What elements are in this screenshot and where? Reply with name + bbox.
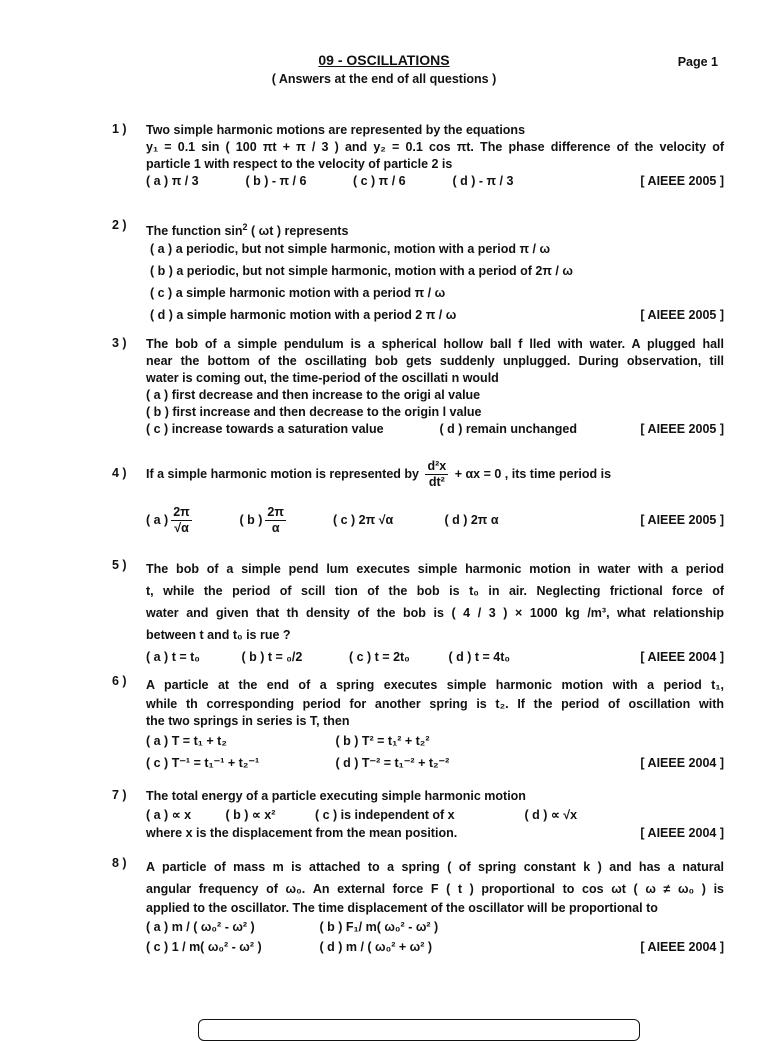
option-a: ( a ) a periodic, but not simple harmonic, motion with a period π / ω — [150, 242, 551, 256]
question-text: The total energy of a particle executing simple harmonic motion — [146, 789, 526, 803]
option-b: ( b ) t = ₀/2 — [241, 650, 303, 664]
option-a: ( a ) π / 3 — [146, 174, 199, 188]
question-text: A particle of mass m is attached to a spring ( of spring constant k ) and has a natural — [146, 860, 724, 874]
footer-box — [198, 1019, 640, 1041]
option-d: ( d ) m / ( ω₀² + ω² ) — [319, 940, 432, 954]
options-row — [146, 917, 724, 937]
second-derivative-fraction — [425, 459, 448, 490]
page-number: Page 1 — [677, 55, 718, 69]
option-c: ( c ) T⁻¹ = t₁⁻¹ + t₂⁻¹ — [146, 756, 260, 770]
options-row — [146, 498, 724, 542]
question-number: 4 ) — [112, 466, 127, 480]
options-row — [146, 730, 724, 752]
option-a: ( a ) ∝ x — [146, 808, 192, 822]
question-text: The bob of a simple pend lum executes simple harmonic motion in water with a period — [146, 562, 724, 576]
question-text: The bob of a simple pendulum is a spherical hollow ball f lled with water. A plugged hall — [146, 337, 724, 351]
fraction-numerator: 2π — [173, 505, 190, 520]
question-text: water is coming out, the time-period of the oscillati n would — [146, 371, 499, 385]
option-d: ( d ) t = 4t₀ — [448, 650, 510, 664]
question-number: 7 ) — [112, 788, 127, 802]
option-c: ( c ) increase towards a saturation value — [146, 422, 384, 436]
option-b — [239, 498, 329, 542]
question-stem-tail: + αx = 0 , its time period is — [454, 467, 612, 481]
exam-reference: [ AIEEE 2004 ] — [640, 756, 724, 770]
question-text: y₁ = 0.1 sin ( 100 πt + π / 3 ) and y₂ = 0.1 cos πt. The phase difference of the velocity of — [146, 140, 724, 154]
question-text: while th corresponding period for another spring is t₂. If the period of oscillation with — [146, 697, 724, 711]
option-fraction — [171, 505, 192, 536]
options-row — [146, 173, 724, 190]
fraction-denominator: α — [271, 521, 280, 536]
fraction-denominator: dt² — [428, 475, 445, 490]
options-row — [146, 421, 724, 438]
option-c: ( c ) 1 / m( ω₀² - ω² ) — [146, 940, 262, 954]
option-a: ( a ) t = t₀ — [146, 650, 200, 664]
question-number: 5 ) — [112, 558, 127, 572]
fraction-numerator: d²x — [427, 459, 447, 474]
fraction-numerator: 2π — [267, 505, 284, 520]
option-b: ( b ) first increase and then decrease to the origin l value — [146, 405, 482, 419]
exam-reference: [ AIEEE 2004 ] — [640, 940, 724, 954]
question-text — [146, 216, 724, 238]
option-c: ( c ) 2π √α — [332, 513, 394, 527]
question-text: A particle at the end of a spring executes simple harmonic motion with a period t₁, — [146, 678, 724, 692]
question-tail: where x is the displacement from the mean position. — [146, 826, 458, 840]
option-d: ( d ) - π / 3 — [452, 174, 514, 188]
option-a: ( a ) T = t₁ + t₂ — [146, 734, 227, 748]
option-c: ( c ) π / 6 — [352, 174, 406, 188]
option-c: ( c ) a simple harmonic motion with a period π / ω — [150, 286, 446, 300]
stem-exponent: 2 — [242, 222, 248, 232]
option-b: ( b ) ∝ x² — [225, 808, 276, 822]
options-row — [146, 825, 724, 842]
question-text: Two simple harmonic motions are represented by the equations — [146, 123, 526, 137]
option-b: ( b ) F₁/ m( ω₀² - ω² ) — [319, 920, 439, 934]
exam-reference: [ AIEEE 2005 ] — [640, 422, 724, 436]
option-a — [146, 498, 236, 542]
options-row — [146, 937, 724, 957]
question-number: 3 ) — [112, 336, 127, 350]
options-row — [146, 304, 724, 326]
option-d: ( d ) T⁻² = t₁⁻² + t₂⁻² — [335, 756, 450, 770]
exam-reference: [ AIEEE 2004 ] — [640, 650, 724, 664]
option-label: ( a ) — [146, 513, 169, 527]
question-text: t, while the period of scill tion of the bob is t₀ in air. Neglecting frictional force of — [146, 584, 724, 598]
option-d: ( d ) remain unchanged — [439, 422, 577, 436]
question-stem-tail: ( ωt ) represents — [251, 224, 349, 239]
option-d: ( d ) 2π α — [444, 513, 499, 527]
option-d: ( d ) a simple harmonic motion with a period 2 π / ω — [150, 308, 457, 322]
exam-reference: [ AIEEE 2005 ] — [640, 513, 724, 527]
option-fraction — [265, 505, 286, 536]
exam-reference: [ AIEEE 2005 ] — [640, 174, 724, 188]
question-stem: The function sin — [146, 224, 243, 239]
exam-reference: [ AIEEE 2005 ] — [640, 308, 724, 322]
options-row — [146, 646, 724, 668]
question-text: angular frequency of ω₀. An external force F ( t ) proportional to cos ωt ( ω ≠ ω₀ ) is — [146, 882, 724, 896]
option-a: ( a ) first decrease and then increase to the origi al value — [146, 388, 481, 402]
chapter-subtitle: ( Answers at the end of all questions ) — [271, 72, 497, 86]
question-text: between t and t₀ is rue ? — [146, 628, 291, 642]
option-label: ( b ) — [239, 513, 263, 527]
question-text: near the bottom of the oscillating bob gets suddenly unplugged. During observation, till — [146, 354, 724, 368]
fraction-denominator: √α — [174, 521, 189, 536]
question-text — [146, 454, 724, 494]
chapter-title: 09 - OSCILLATIONS — [318, 52, 450, 68]
question-text: applied to the oscillator. The time displacement of the oscillator will be proportional to — [146, 901, 658, 915]
question-number: 2 ) — [112, 218, 127, 232]
option-b: ( b ) - π / 6 — [245, 174, 307, 188]
question-stem: If a simple harmonic motion is represented by — [146, 467, 419, 481]
option-b: ( b ) T² = t₁² + t₂² — [335, 734, 430, 748]
option-c: ( c ) is independent of x — [314, 808, 455, 822]
question-number: 6 ) — [112, 674, 127, 688]
question-text: water and given that th density of the bob is ( 4 / 3 ) × 1000 kg /m³, what relationship — [146, 606, 724, 620]
option-b: ( b ) a periodic, but not simple harmonic, motion with a period of 2π / ω — [150, 264, 573, 278]
question-text: particle 1 with respect to the velocity of particle 2 is — [146, 157, 453, 171]
question-number: 8 ) — [112, 856, 127, 870]
exam-reference: [ AIEEE 2004 ] — [640, 826, 724, 840]
options-row — [146, 805, 724, 825]
option-c: ( c ) t = 2t₀ — [348, 650, 410, 664]
question-number: 1 ) — [112, 122, 127, 136]
option-a: ( a ) m / ( ω₀² - ω² ) — [146, 920, 255, 934]
options-row — [146, 752, 724, 774]
question-text: the two springs in series is T, then — [146, 714, 350, 728]
option-d: ( d ) ∝ √x — [524, 808, 578, 822]
